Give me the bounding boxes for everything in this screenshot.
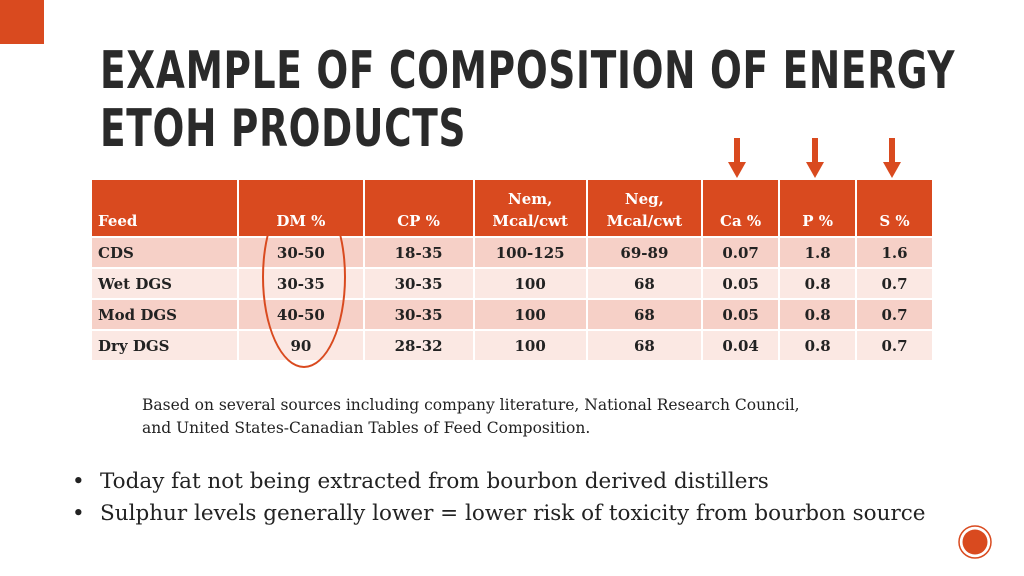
composition-table [90,178,934,362]
nav-button-icon[interactable] [958,525,992,559]
table-row [92,300,932,329]
source-note-line-1: Based on several sources including company literature, National Research Council, [142,396,800,414]
bullet-text: Sulphur levels generally lower = lower risk of toxicity from bourbon source [100,501,926,526]
table-cell: 1.8 [780,238,855,267]
table-cell: 1.6 [857,238,932,267]
table-cell: 68 [588,300,701,329]
table-cell: Dry DGS [92,331,237,360]
table-cell: 100 [475,269,586,298]
table-row [92,331,932,360]
table-cell: 68 [588,331,701,360]
column-header: Neg, Mcal/cwt [588,180,701,236]
table-cell: 100 [475,300,586,329]
table-cell: 0.8 [780,300,855,329]
table-cell: 90 [239,331,363,360]
column-header: P % [780,180,855,236]
table-cell: 0.04 [703,331,778,360]
source-note-line-2: and United States-Canadian Tables of Feed Composition. [142,419,591,437]
table-cell: 0.8 [780,269,855,298]
table-cell: Wet DGS [92,269,237,298]
bullet-dot: • [72,469,85,494]
column-header: CP % [365,180,473,236]
table-cell: 0.07 [703,238,778,267]
table-cell: 30-50 [239,238,363,267]
source-note [142,394,902,440]
table-cell: 0.7 [857,300,932,329]
corner-accent [0,0,44,44]
column-header: Feed [92,180,237,236]
table-cell: 40-50 [239,300,363,329]
title-line-1: EXAMPLE OF COMPOSITION OF ENERGY [100,41,956,101]
list-item [72,498,925,530]
bullet-list [72,466,925,530]
title-line-2: ETOH PRODUCTS [100,99,467,159]
table-cell: 0.7 [857,331,932,360]
table-row [92,238,932,267]
table-cell: 0.05 [703,269,778,298]
table-cell: 0.8 [780,331,855,360]
table-cell: 30-35 [365,300,473,329]
table-cell: Mod DGS [92,300,237,329]
table-row [92,269,932,298]
column-header: DM % [239,180,363,236]
table-cell: 100-125 [475,238,586,267]
table-cell: 28-32 [365,331,473,360]
table-cell: 30-35 [365,269,473,298]
list-item [72,466,925,498]
column-header: S % [857,180,932,236]
bullet-dot: • [72,501,85,526]
table-cell: 68 [588,269,701,298]
table-cell: 0.05 [703,300,778,329]
page-title [100,42,955,158]
table-cell: CDS [92,238,237,267]
table-cell: 69-89 [588,238,701,267]
table-cell: 18-35 [365,238,473,267]
arrow-down-icon [883,138,901,178]
arrow-down-icon [728,138,746,178]
table-cell: 100 [475,331,586,360]
table-cell: 30-35 [239,269,363,298]
arrow-down-icon [806,138,824,178]
column-header: Ca % [703,180,778,236]
table-cell: 0.7 [857,269,932,298]
bullet-text: Today fat not being extracted from bourbon derived distillers [100,469,769,494]
column-header: Nem, Mcal/cwt [475,180,586,236]
table-header-row [92,180,932,236]
